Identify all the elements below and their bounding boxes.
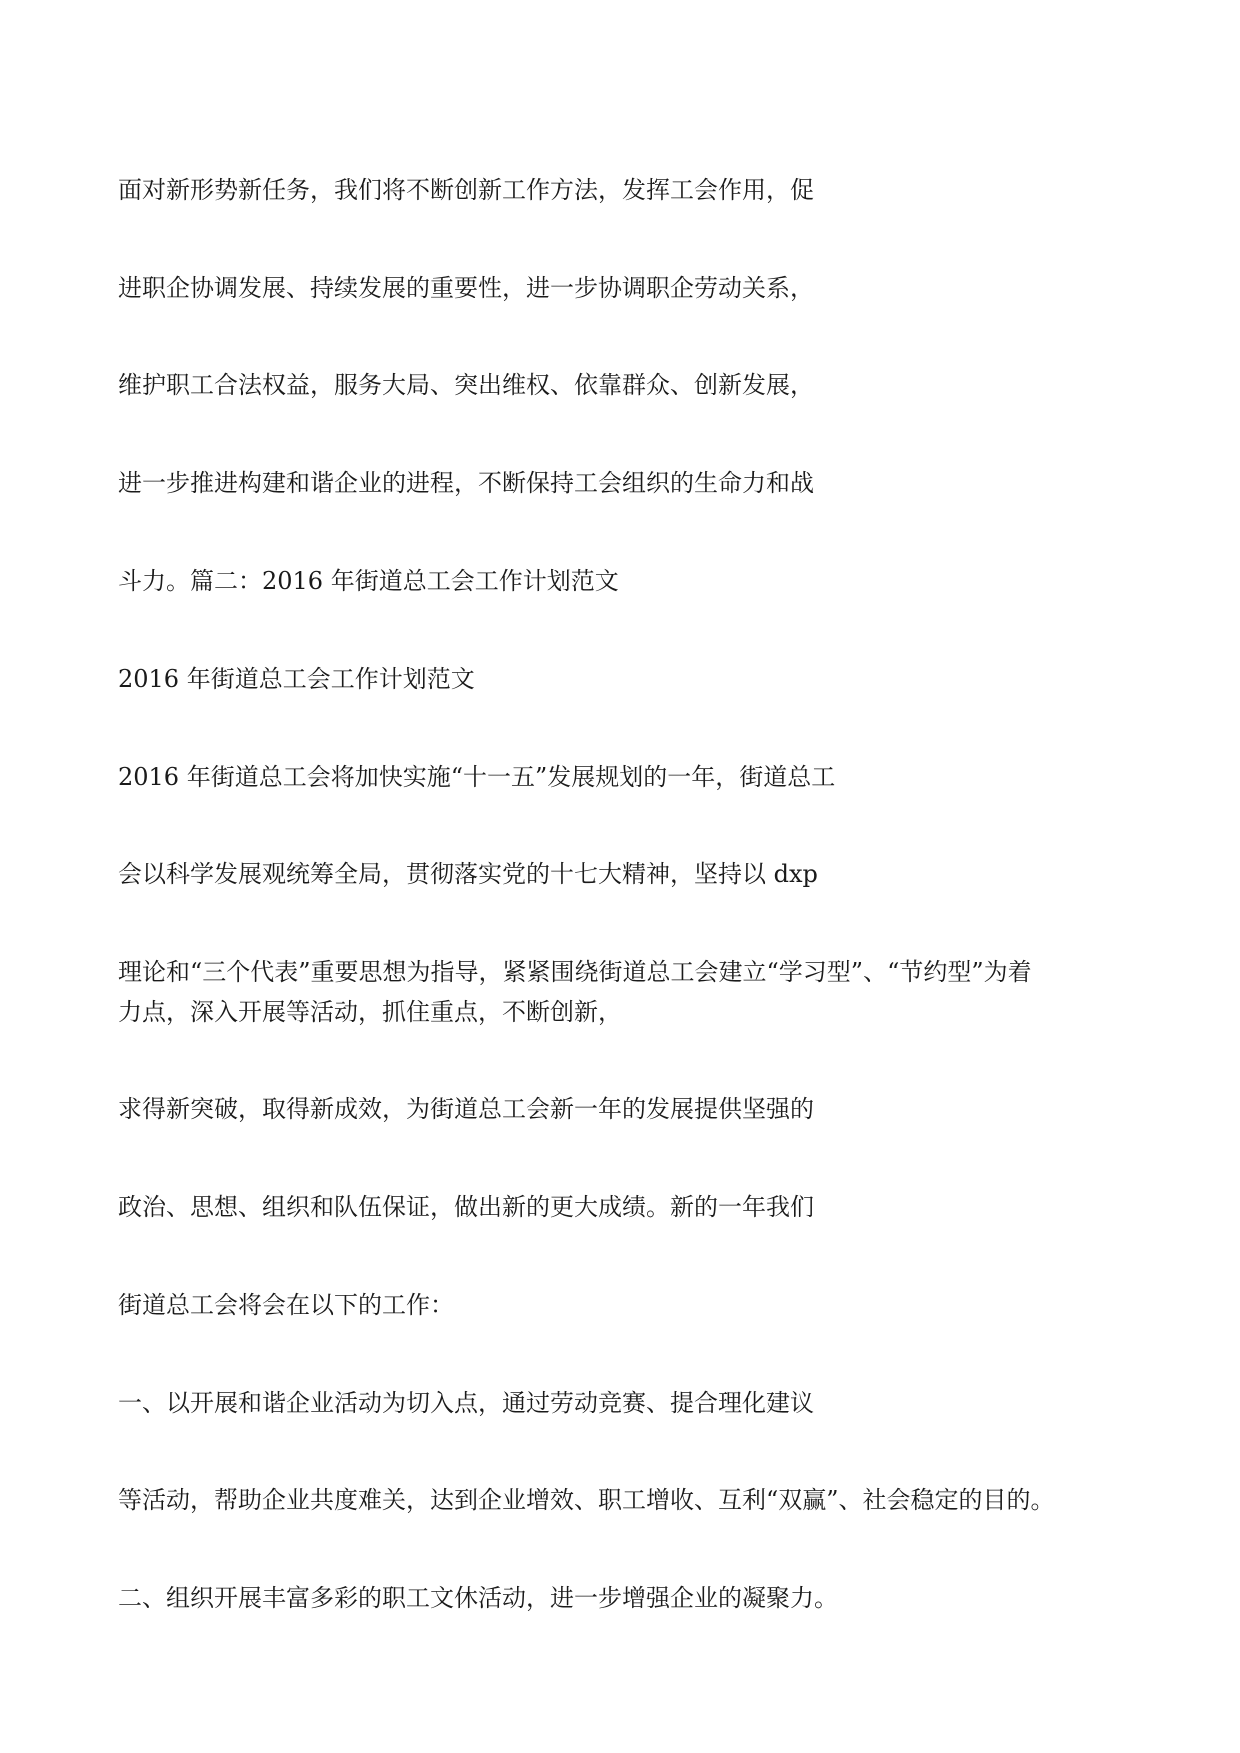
- text-line: 进职企协调发展、持续发展的重要性，进一步协调职企劳动关系，: [118, 274, 814, 302]
- text-line: 2016 年街道总工会工作计划范文: [118, 665, 475, 693]
- text-line: 求得新突破，取得新成效，为街道总工会新一年的发展提供坚强的: [118, 1095, 814, 1123]
- text-line: 会以科学发展观统筹全局，贯彻落实党的十七大精神，坚持以 dxp: [118, 860, 818, 888]
- text-line: 政治、思想、组织和队伍保证，做出新的更大成绩。新的一年我们: [118, 1193, 814, 1221]
- text-line: 2016 年街道总工会将加快实施“十一五”发展规划的一年，街道总工: [118, 763, 836, 791]
- text-line: 进一步推进构建和谐企业的进程，不断保持工会组织的生命力和战: [118, 469, 814, 497]
- text-line: 力点，深入开展等活动，抓住重点，不断创新，: [118, 998, 622, 1026]
- text-line: 一、以开展和谐企业活动为切入点，通过劳动竞赛、提合理化建议: [118, 1389, 814, 1417]
- text-line: 维护职工合法权益，服务大局、突出维权、依靠群众、创新发展，: [118, 371, 814, 399]
- text-line: 面对新形势新任务，我们将不断创新工作方法，发挥工会作用，促: [118, 176, 814, 204]
- text-line: 理论和“三个代表”重要思想为指导，紧紧围绕街道总工会建立“学习型”、“节约型”为着: [118, 958, 1032, 986]
- text-line: 街道总工会将会在以下的工作：: [118, 1291, 454, 1319]
- text-line: 斗力。篇二：2016 年街道总工会工作计划范文: [118, 567, 619, 595]
- text-line: 二、组织开展丰富多彩的职工文休活动，进一步增强企业的凝聚力。: [118, 1584, 838, 1612]
- text-line: 等活动，帮助企业共度难关，达到企业增效、职工增收、互利“双赢”、社会稳定的目的。: [118, 1486, 1055, 1514]
